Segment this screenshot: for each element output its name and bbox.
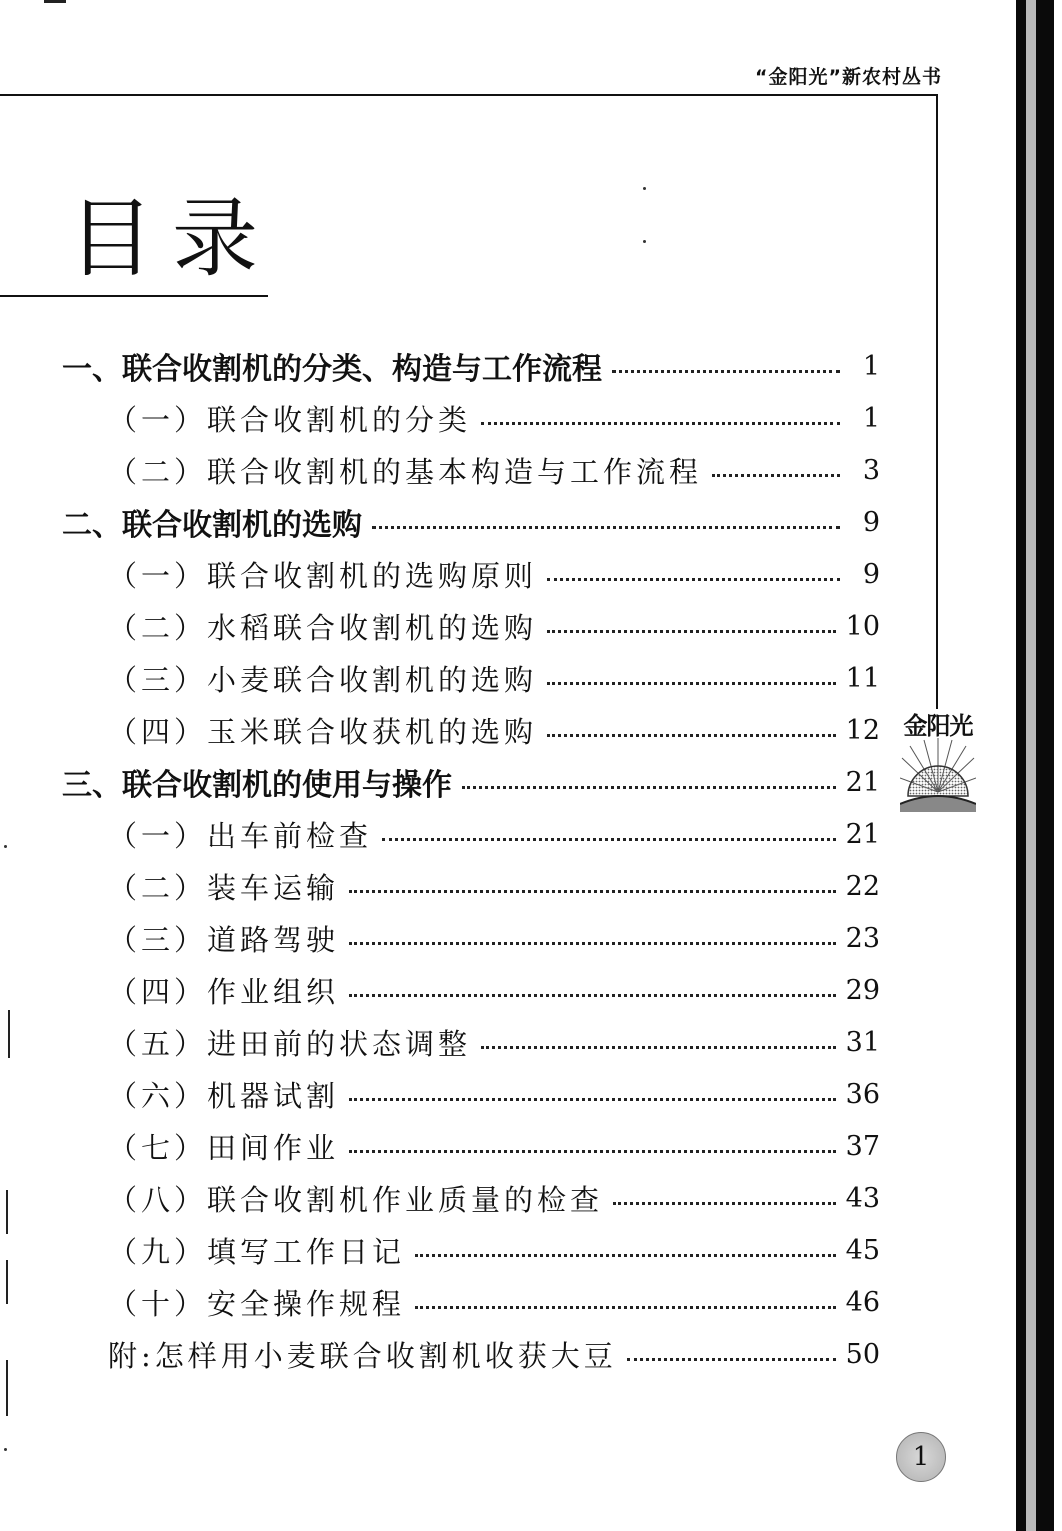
- scan-mark: [44, 0, 66, 3]
- dot-leader: [382, 836, 836, 841]
- toc-page-number: 21: [845, 818, 880, 850]
- scan-edge-gap: [1026, 0, 1036, 1531]
- toc-page-number: 9: [862, 558, 880, 590]
- toc-section: [108, 394, 880, 442]
- scan-speck: [643, 240, 646, 243]
- dot-leader: [372, 524, 840, 529]
- toc-page-number: 12: [845, 714, 880, 746]
- toc-page-number: 3: [862, 454, 880, 486]
- toc-page-number: 23: [845, 922, 880, 954]
- toc-section: [108, 550, 880, 598]
- scan-mark: [6, 1260, 8, 1304]
- header-rule: [0, 94, 938, 96]
- toc-page-number: 1: [862, 402, 880, 434]
- toc-label: （一）出车前检查: [108, 818, 373, 853]
- toc-section: [108, 1278, 880, 1326]
- toc-label: 一、联合收割机的分类、构造与工作流程: [62, 352, 602, 387]
- toc-page-number: 11: [845, 662, 880, 694]
- toc-label: （七）田间作业: [108, 1130, 340, 1165]
- dot-leader: [712, 472, 840, 477]
- toc-page-number: 43: [845, 1182, 880, 1214]
- toc-chapter: [62, 758, 880, 806]
- toc-page-number: 1: [862, 350, 880, 382]
- toc-section: [108, 966, 880, 1014]
- toc-page-number: 37: [845, 1130, 880, 1162]
- dot-leader: [627, 1356, 836, 1361]
- toc-section: [108, 1174, 880, 1222]
- sun-icon: [900, 738, 976, 812]
- dot-leader: [613, 1200, 836, 1205]
- dot-leader: [612, 368, 840, 373]
- toc-label: （四）作业组织: [108, 974, 340, 1009]
- toc-label: （三）道路驾驶: [108, 922, 340, 957]
- scan-speck: [4, 1448, 7, 1451]
- dot-leader: [547, 732, 836, 737]
- toc-label: （三）小麦联合收割机的选购: [108, 662, 538, 697]
- toc-section: [108, 654, 880, 702]
- dot-leader: [349, 940, 836, 945]
- toc-page-number: 21: [845, 766, 880, 798]
- series-title: “金阳光”新农村丛书: [755, 66, 942, 88]
- toc-section: [108, 914, 880, 962]
- scan-speck: [643, 187, 646, 190]
- dot-leader: [415, 1304, 836, 1309]
- toc-page-number: 31: [845, 1026, 880, 1058]
- toc-section: [108, 1330, 880, 1378]
- toc-label: （八）联合收割机作业质量的检查: [108, 1182, 604, 1217]
- toc-label: 三、联合收割机的使用与操作: [62, 768, 452, 803]
- toc-label: （六）机器试割: [108, 1078, 340, 1113]
- toc-section: [108, 810, 880, 858]
- toc-section: [108, 602, 880, 650]
- toc-chapter: [62, 498, 880, 546]
- toc-label: （一）联合收割机的分类: [108, 402, 472, 437]
- toc-chapter: [62, 342, 880, 390]
- dot-leader: [481, 420, 840, 425]
- dot-leader: [481, 1044, 836, 1049]
- toc-section: [108, 1070, 880, 1118]
- dot-leader: [349, 1096, 836, 1101]
- title-underline: [0, 295, 268, 297]
- logo-text: 金阳光: [903, 712, 973, 740]
- toc-page-number: 46: [845, 1286, 880, 1318]
- page-title: 目录: [68, 189, 276, 289]
- toc-section: [108, 1018, 880, 1066]
- scan-speck: [4, 845, 7, 848]
- toc-page-number: 50: [845, 1338, 880, 1370]
- toc-label: 附:怎样用小麦联合收割机收获大豆: [108, 1338, 617, 1373]
- toc-section: [108, 862, 880, 910]
- toc-page-number: 22: [845, 870, 880, 902]
- dot-leader: [349, 888, 836, 893]
- toc-page-number: 9: [862, 506, 880, 538]
- toc-label: （二）联合收割机的基本构造与工作流程: [108, 454, 703, 489]
- toc-label: （四）玉米联合收获机的选购: [108, 714, 538, 749]
- dot-leader: [547, 680, 836, 685]
- dot-leader: [349, 1148, 836, 1153]
- toc-label: （十）安全操作规程: [108, 1286, 406, 1321]
- publisher-logo: [896, 706, 980, 816]
- dot-leader: [547, 576, 840, 581]
- toc-label: 二、联合收割机的选购: [62, 508, 362, 543]
- toc-page-number: 29: [845, 974, 880, 1006]
- scan-mark: [6, 1190, 8, 1234]
- dot-leader: [415, 1252, 836, 1257]
- dot-leader: [462, 784, 836, 789]
- page-number: 1: [896, 1432, 946, 1482]
- toc-page-number: 10: [845, 610, 880, 642]
- toc-label: （二）装车运输: [108, 870, 340, 905]
- dot-leader: [349, 992, 836, 997]
- toc-label: （一）联合收割机的选购原则: [108, 558, 538, 593]
- scan-edge-shadow: [1016, 0, 1026, 1531]
- scan-mark: [8, 1010, 10, 1058]
- toc-label: （二）水稻联合收割机的选购: [108, 610, 538, 645]
- toc-section: [108, 1122, 880, 1170]
- dot-leader: [547, 628, 836, 633]
- toc-section: [108, 446, 880, 494]
- scan-edge-shadow-outer: [1036, 0, 1054, 1531]
- toc-label: （九）填写工作日记: [108, 1234, 406, 1269]
- toc-page-number: 36: [845, 1078, 880, 1110]
- toc-label: （五）进田前的状态调整: [108, 1026, 472, 1061]
- scan-mark: [6, 1360, 8, 1416]
- toc-page-number: 45: [845, 1234, 880, 1266]
- toc-section: [108, 706, 880, 754]
- toc-section: [108, 1226, 880, 1274]
- frame-rule: [936, 94, 938, 709]
